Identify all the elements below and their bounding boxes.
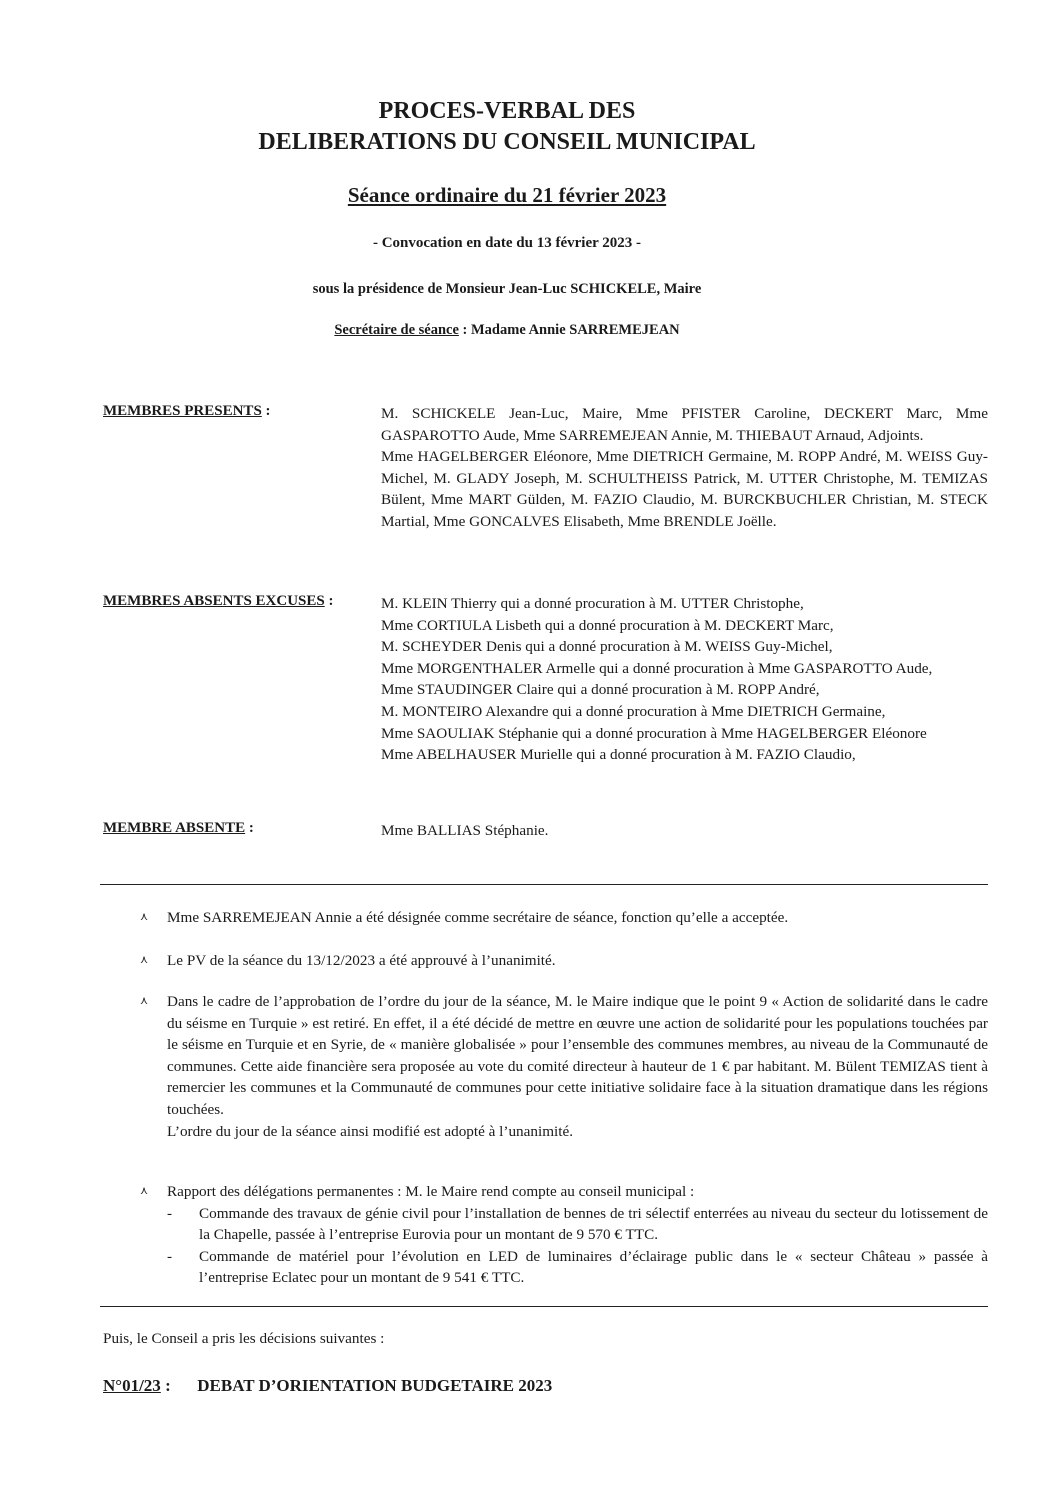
triangle-bullet-icon: ⋏	[140, 995, 149, 1007]
delegation-item	[167, 1203, 988, 1246]
note-secretaire	[140, 907, 988, 929]
title-line-1: PROCES-VERBAL DES	[378, 98, 636, 124]
dash-marker: -	[167, 1247, 173, 1265]
dash-marker: -	[167, 1204, 173, 1222]
note-ordre-du-jour	[140, 991, 988, 1142]
seance-date: Séance ordinaire du 21 février 2023	[347, 183, 667, 207]
decision-separator: :	[160, 1376, 171, 1395]
procuration-item: Mme SAOULIAK Stéphanie qui a donné procuration à Mme HAGELBERGER Eléonore	[381, 724, 927, 742]
decision-title: DEBAT D’ORIENTATION BUDGETAIRE 2023	[197, 1376, 553, 1395]
note-text	[167, 991, 988, 1142]
decision-heading	[103, 1376, 552, 1396]
procuration-item: Mme CORTIULA Lisbeth qui a donné procuration à M. DECKERT Marc,	[381, 616, 834, 634]
presents-list	[381, 403, 988, 533]
convocation-date: - Convocation en date du 13 février 2023 -	[372, 235, 642, 251]
absente-colon: :	[245, 820, 254, 836]
procuration-item: M. MONTEIRO Alexandre qui a donné procuration à Mme DIETRICH Germaine,	[381, 702, 886, 720]
triangle-bullet-icon: ⋏	[140, 954, 149, 966]
secretaire-de-seance	[0, 322, 1014, 339]
presents-conseillers: Mme HAGELBERGER Eléonore, Mme DIETRICH Germaine, M. ROPP André, M. WEISS Guy-Michel, M. GLADY Joseph, M. SCHULTHEISS Patrick, M. UTTER Christophe, M. TEMIZAS Bülent, Mme MART Gülden, M. FAZIO Claudio, M. BURCKBUCHLER Christian, M. STECK Martial, Mme GONCALVES Elisabeth, Mme BRENDLE Joëlle.	[381, 448, 988, 530]
delegation-item	[167, 1246, 988, 1289]
decision-number: N°01/23	[103, 1376, 161, 1395]
note-pv	[140, 950, 988, 972]
presidence: sous la présidence de Monsieur Jean-Luc SCHICKELE, Maire	[312, 281, 702, 297]
absents-excuses-label-text: MEMBRES ABSENTS EXCUSES	[103, 593, 325, 609]
note-paragraph: Rapport des délégations permanentes : M. le Maire rend compte au conseil municipal :	[167, 1183, 695, 1200]
presents-label-text: MEMBRES PRESENTS	[103, 403, 262, 419]
secretaire-value: : Madame Annie SARREMEJEAN	[458, 322, 680, 338]
note-text	[167, 1181, 988, 1289]
delegations-list	[167, 1203, 988, 1289]
procuration-item: M. KLEIN Thierry qui a donné procuration à M. UTTER Christophe,	[381, 595, 804, 612]
triangle-bullet-icon: ⋏	[140, 1185, 149, 1197]
presents-label	[103, 403, 271, 420]
presents-colon: :	[261, 403, 271, 419]
procuration-item: Mme STAUDINGER Claire qui a donné procuration à M. ROPP André,	[381, 681, 820, 699]
procuration-item: Mme MORGENTHALER Armelle qui a donné procuration à Mme GASPAROTTO Aude,	[381, 659, 933, 677]
absente-label	[103, 820, 254, 837]
secretaire-label: Secrétaire de séance	[334, 322, 459, 338]
absente-value: Mme BALLIAS Stéphanie.	[381, 822, 549, 839]
delegation-text: Commande de matériel pour l’évolution en LED de luminaires d’éclairage public dans le « secteur Château » passée à l’entreprise Eclatec pour un montant de 9 541 € TTC.	[199, 1247, 988, 1287]
note-text: Mme SARREMEJEAN Annie a été désignée comme secrétaire de séance, fonction qu’elle a acceptée.	[167, 909, 789, 926]
note-text: Le PV de la séance du 13/12/2023 a été approuvé à l’unanimité.	[167, 952, 556, 969]
title-line-2: DELIBERATIONS DU CONSEIL MUNICIPAL	[258, 129, 756, 155]
triangle-bullet-icon: ⋏	[140, 911, 149, 923]
decisions-intro: Puis, le Conseil a pris les décisions suivantes :	[103, 1330, 385, 1347]
note-delegations	[140, 1181, 988, 1289]
presents-adjoints: M. SCHICKELE Jean-Luc, Maire, Mme PFISTER Caroline, DECKERT Marc, Mme GASPAROTTO Aude, Mme SARREMEJEAN Annie, M. THIEBAUT Arnaud, Adjoints.	[381, 405, 988, 444]
procuration-item: M. SCHEYDER Denis qui a donné procuration à M. WEISS Guy-Michel,	[381, 638, 833, 656]
note-paragraph: L’ordre du jour de la séance ainsi modifié est adopté à l’unanimité.	[167, 1122, 573, 1140]
absente-label-text: MEMBRE ABSENTE	[103, 820, 246, 836]
absents-excuses-list	[381, 593, 988, 766]
note-paragraph: Dans le cadre de l’approbation de l’ordre du jour de la séance, M. le Maire indique que le point 9 « Action de solidarité dans le cadre du séisme en Turquie » est retiré. En effet, il a été décidé de mettre en œuvre une action de solidarité pour les populations touchées par le séisme en Turquie et en Syrie, de « manière globalisée » pour l’ensemble des communes membres, au niveau de la Communauté de communes. Cette aide financière sera proposée au vote du comité directeur à hauteur de 1 € par habitant. M. Bülent TEMIZAS tient à remercier les communes et la Communauté de communes pour cette initiative solidaire face à la situation dramatique dans les régions touchées.	[167, 993, 988, 1118]
absents-excuses-colon: :	[324, 593, 334, 609]
delegation-text: Commande des travaux de génie civil pour l’installation de bennes de tri sélectif enterrées au niveau du secteur du lotissement de la Chapelle, passée à l’entreprise Eurovia pour un montant de 9 570 € TTC.	[199, 1204, 988, 1244]
absents-excuses-label	[103, 593, 333, 610]
separator-rule-2	[100, 1306, 988, 1307]
procuration-item: Mme ABELHAUSER Murielle qui a donné procuration à M. FAZIO Claudio,	[381, 746, 856, 764]
separator-rule-1	[100, 884, 988, 885]
